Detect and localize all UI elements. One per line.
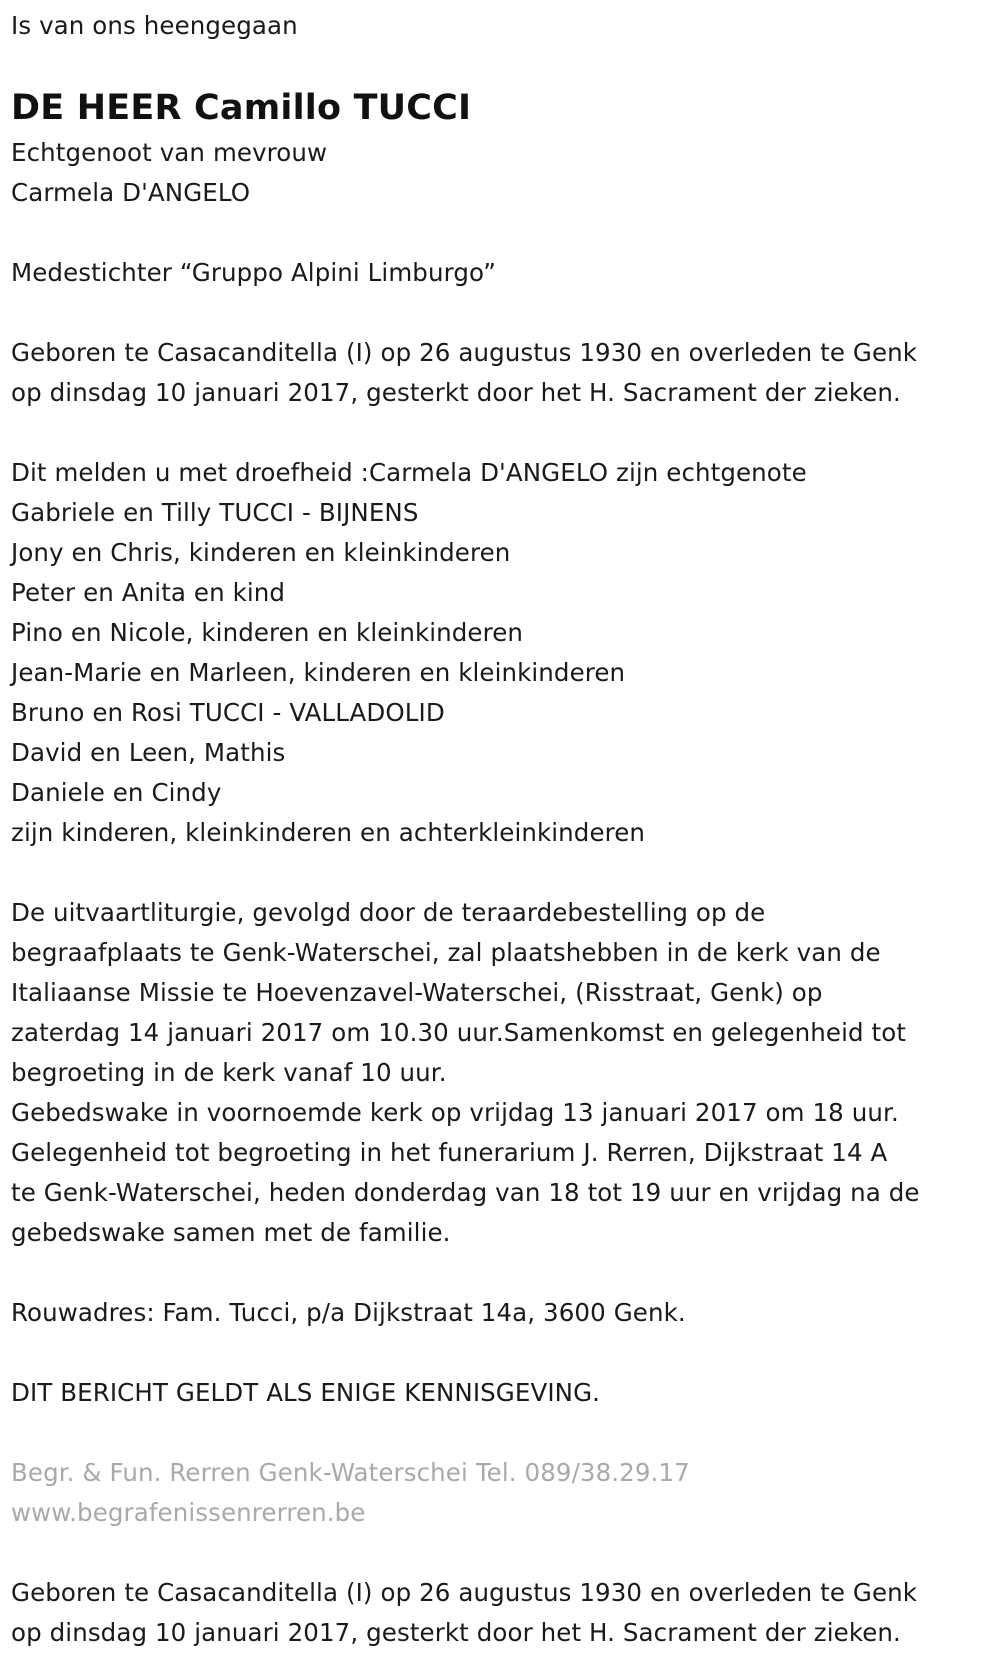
funeral-line: Gebedswake in voornoemde kerk op vrijdag 13 januari 2017 om 18 uur.	[11, 1098, 899, 1127]
funeral-section	[11, 893, 920, 1253]
spacer	[11, 853, 920, 893]
funeral-line: gebedswake samen met de familie.	[11, 1218, 451, 1247]
notice-text: DIT BERICHT GELDT ALS ENIGE KENNISGEVING.	[11, 1378, 601, 1407]
family-line: Jony en Chris, kinderen en kleinkinderen	[11, 538, 511, 567]
funeral-line: begraafplaats te Genk-Waterschei, zal plaatshebben in de kerk van de	[11, 938, 881, 967]
birth-death-section	[11, 333, 920, 413]
spouse-line: Echtgenoot van mevrouw	[11, 138, 328, 167]
spacer	[11, 1253, 920, 1293]
funeral-line: De uitvaartliturgie, gevolgd door de teraardebestelling op de	[11, 898, 766, 927]
footer-section	[11, 1573, 920, 1653]
spouse-name: Carmela D'ANGELO	[11, 178, 251, 207]
family-line: Daniele en Cindy	[11, 778, 222, 807]
family-line: Bruno en Rosi TUCCI - VALLADOLID	[11, 698, 445, 727]
spacer	[11, 413, 920, 453]
birth-death-line: op dinsdag 10 januari 2017, gesterkt door het H. Sacrament der zieken.	[11, 378, 901, 407]
funeral-line: te Genk-Waterschei, heden donderdag van 18 tot 19 uur en vrijdag na de	[11, 1178, 920, 1207]
family-line: Pino en Nicole, kinderen en kleinkinderen	[11, 618, 524, 647]
family-line: Gabriele en Tilly TUCCI - BIJNENS	[11, 498, 419, 527]
footer-line: Geboren te Casacanditella (I) op 26 augustus 1930 en overleden te Genk	[11, 1578, 918, 1607]
undertaker-line: Begr. & Fun. Rerren Genk-Waterschei Tel. 089/38.29.17	[11, 1458, 690, 1487]
obituary-body	[11, 133, 920, 1653]
undertaker-section	[11, 1453, 920, 1533]
deceased-name: DE HEER Camillo TUCCI	[11, 88, 472, 128]
spacer	[11, 213, 920, 253]
funeral-line: Gelegenheid tot begroeting in het funerarium J. Rerren, Dijkstraat 14 A	[11, 1138, 888, 1167]
spacer	[11, 1413, 920, 1453]
undertaker-website-link[interactable]: www.begrafenissenrerren.be	[11, 1498, 366, 1527]
mourning-address: Rouwadres: Fam. Tucci, p/a Dijkstraat 14a, 3600 Genk.	[11, 1298, 686, 1327]
spouse-section	[11, 133, 920, 213]
footer-line: op dinsdag 10 januari 2017, gesterkt door het H. Sacrament der zieken.	[11, 1618, 901, 1647]
family-line: Jean-Marie en Marleen, kinderen en kleinkinderen	[11, 658, 626, 687]
family-line: Dit melden u met droefheid :Carmela D'ANGELO zijn echtgenote	[11, 458, 807, 487]
funeral-line: begroeting in de kerk vanaf 10 uur.	[11, 1058, 447, 1087]
funeral-line: zaterdag 14 januari 2017 om 10.30 uur.Samenkomst en gelegenheid tot	[11, 1018, 907, 1047]
family-section	[11, 453, 920, 853]
intro-text: Is van ons heengegaan	[11, 11, 298, 40]
spacer	[11, 1333, 920, 1373]
spacer	[11, 293, 920, 333]
spacer	[11, 1533, 920, 1573]
birth-death-line: Geboren te Casacanditella (I) op 26 augustus 1930 en overleden te Genk	[11, 338, 918, 367]
family-line: zijn kinderen, kleinkinderen en achterkleinkinderen	[11, 818, 646, 847]
founder-line: Medestichter “Gruppo Alpini Limburgo”	[11, 258, 496, 287]
funeral-line: Italiaanse Missie te Hoevenzavel-Waterschei, (Risstraat, Genk) op	[11, 978, 823, 1007]
family-line: Peter en Anita en kind	[11, 578, 286, 607]
family-line: David en Leen, Mathis	[11, 738, 286, 767]
